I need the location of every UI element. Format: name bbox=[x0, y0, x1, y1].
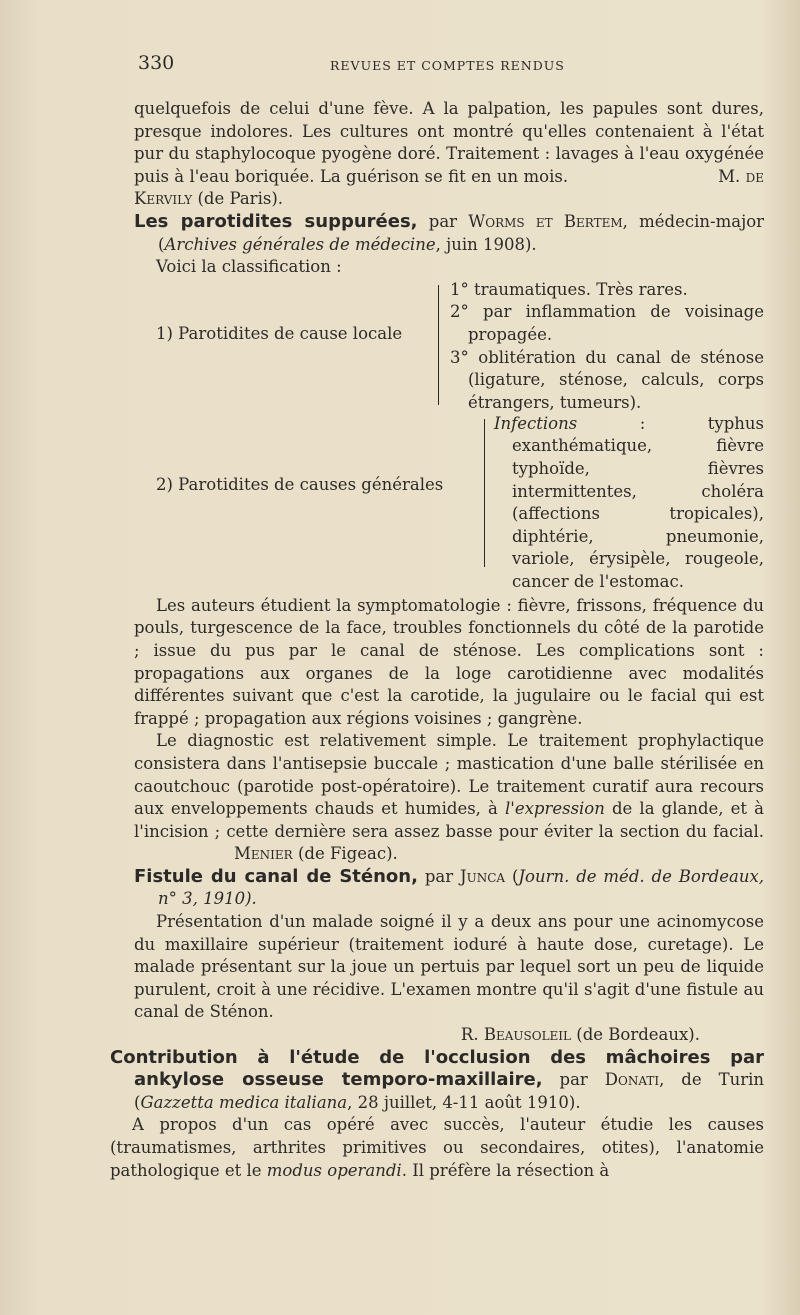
article-title: Contribution à l'étude de l'occlusion des mâchoires par ankylose osseuse temporo-maxillaire, bbox=[110, 1046, 764, 1091]
paragraph-kervily: quelquefois de celui d'une fève. A la palpation, les papules sont dures, presque indolores. Les cultures ont montré qu'elles contenaient à l'état pur du staphylocoque pyogène doré. Traitement : lavages à l'eau oxygénée puis à l'eau boriquée. La guérison se fit en un mois. M. de Kervily (de Paris). bbox=[134, 99, 764, 209]
group-1-items bbox=[450, 279, 764, 415]
classification bbox=[134, 279, 764, 595]
article-heading-contribution: Contribution à l'étude de l'occlusion des mâchoires par ankylose osseuse temporo-maxillaire, par Donati, de Turin (Gazzetta medica italiana, 28 juillet, 4-11 août 1910). bbox=[110, 1046, 764, 1112]
group-1-label: 1) Parotidites de cause locale bbox=[156, 323, 403, 343]
running-header bbox=[138, 52, 762, 76]
signature-beausoleil: R. Beausoleil (de Bordeaux). bbox=[460, 1025, 700, 1045]
article-heading-fistule: Fistule du canal de Sténon, par Junca (Journ. de méd. de Bordeaux, n° 3, 1910). bbox=[134, 865, 765, 909]
group-1-item-1: 1° traumatiques. Très rares. bbox=[450, 279, 688, 299]
journal-name: Gazzetta medica italiana bbox=[140, 1092, 348, 1112]
group-2-label: 2) Parotidites de causes générales bbox=[156, 474, 444, 494]
classification-intro: Voici la classification : bbox=[156, 257, 342, 277]
article-author: Junca bbox=[459, 866, 506, 886]
paragraph-propos: A propos d'un cas opéré avec succès, l'auteur étudie les causes (traumatismes, arthrites primitives ou secondaires, otites), l'anatomie pathologique et le modus operandi. Il préfère la résection à bbox=[110, 1115, 764, 1180]
infections-lead: Infections bbox=[494, 413, 578, 433]
group-2-brace bbox=[484, 419, 485, 567]
journal-name: Archives générales de médecine bbox=[164, 234, 436, 254]
article-authors: Worms et Bertem bbox=[468, 211, 623, 231]
paragraph-diagnostic: Le diagnostic est relativement simple. Le traitement prophylactique consistera dans l'antisepsie buccale ; mastication d'une balle stérilisée en caoutchouc (parotide post-opératoire). Le traitement curatif aura recours aux enveloppements chauds et humides, à l'expression de la glande, et à l'incision ; cette dernière sera assez basse pour éviter la section du facial.Menier (de Figeac). bbox=[134, 731, 765, 864]
paragraph-symptomatologie: Les auteurs étudient la symptomatologie : fièvre, frissons, fréquence du pouls, turgescence de la face, troubles fonctionnels du côté de la parotide ; issue du pus par le canal de sténose. Les complications sont : propagations aux organes de la loge carotidienne avec modalités différentes suivant que c'est la carotide, la jugulaire ou le facial qui est frappé ; propagation aux régions voisines ; gangrène. bbox=[134, 595, 764, 728]
page-number: 330 bbox=[138, 52, 175, 74]
signature-name: de Kervily bbox=[134, 166, 764, 209]
body-text bbox=[110, 98, 765, 1182]
article-author: Donati bbox=[604, 1070, 660, 1090]
signature-name: Menier bbox=[234, 844, 293, 864]
group-1-item-2: 2° par inflammation de voisinage propagée. bbox=[450, 302, 764, 344]
group-1-brace bbox=[438, 285, 439, 405]
running-title: REVUES ET COMPTES RENDUS bbox=[330, 58, 565, 73]
article-title: Les parotidites suppurées, bbox=[134, 210, 418, 232]
paragraph-presentation: Présentation d'un malade soigné il y a deux ans pour une acinomycose du maxillaire supérieur (traitement ioduré à haute dose, curetage). Le malade présentant sur la joue un pertuis par lequel sort un peu de liquide purulent, croit à une récidive. L'examen montre qu'il s'agit d'une fistule au canal de Sténon. bbox=[134, 912, 764, 1022]
article-title: Fistule du canal de Sténon, bbox=[134, 865, 418, 887]
group-1-item-3: 3° oblitération du canal de sténose (ligature, sténose, calculs, corps étrangers, tumeurs). bbox=[450, 347, 764, 412]
article-heading-parotidites: Les parotidites suppurées, par Worms et Bertem, médecin-major (Archives générales de médecine, juin 1908). bbox=[134, 210, 765, 254]
signature-name: Beausoleil bbox=[483, 1025, 572, 1045]
group-2-items: Infections : typhus exanthématique, fièvre typhoïde, fièvres intermittentes, choléra (affections tropicales), diphtérie, pneumonie, variole, érysipèle, rougeole, cancer de l'estomac. bbox=[494, 413, 764, 591]
journal-name: Journ. de méd. de Bordeaux bbox=[518, 866, 759, 886]
